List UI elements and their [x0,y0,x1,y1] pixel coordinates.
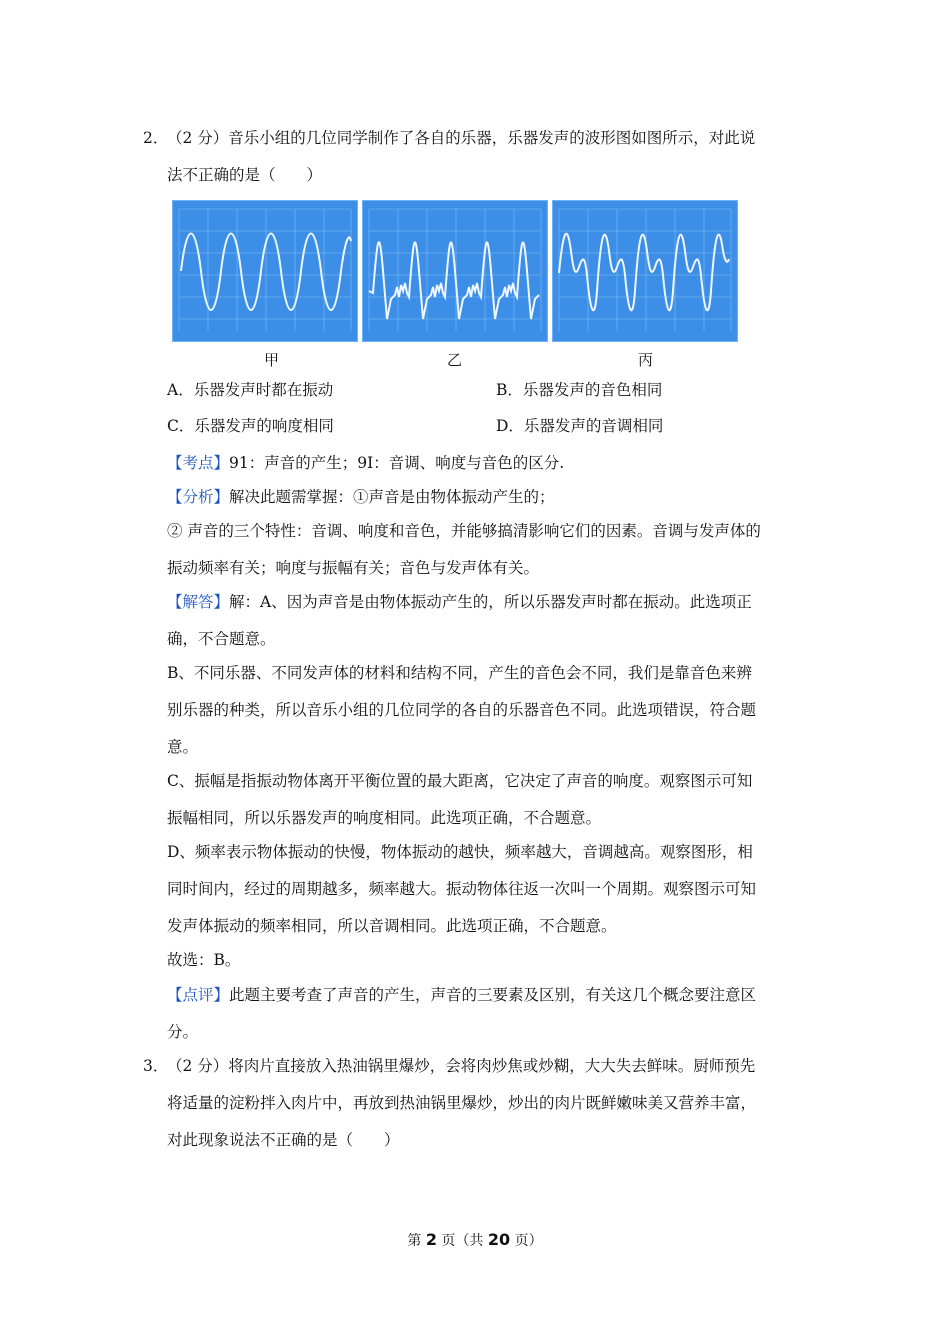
footer-total-pages: 20 [487,1230,511,1249]
question-2-stem-line2: 法不正确的是（ ） [167,166,323,184]
figure-label-jia: 甲 [264,351,280,369]
explanation-d-line3: 发声体振动的频率相同，所以音调相同。此选项正确，不合题意。 [167,917,617,935]
waveform-yi-svg [363,201,547,341]
fenxi-tag: 【分析】 [167,488,230,506]
dianping-tag: 【点评】 [167,986,230,1004]
fenxi-line [167,487,555,507]
question-3-number: 3． [143,1057,169,1075]
explanation-b-line3: 意。 [167,738,199,756]
dianping-text: 此题主要考查了声音的产生，声音的三要素及区别，有关这几个概念要注意区 [229,986,757,1004]
option-d: D．乐器发声的音调相同 [496,417,664,435]
dianping-line2: 分。 [167,1023,199,1041]
kaodian-line [167,453,564,473]
grid-lines [559,209,731,331]
question-3-stem-line3: 对此现象说法不正确的是（ ） [167,1131,400,1149]
kaodian-tag: 【考点】 [167,454,230,472]
footer-middle: 页（共 [436,1233,488,1249]
footer-suffix: 页） [510,1233,543,1249]
explanation-c-line1: C、振幅是指振动物体离开平衡位置的最大距离，它决定了声音的响度。观察图示可知 [167,772,753,790]
question-3-stem-line2: 将适量的淀粉拌入肉片中，再放到热油锅里爆炒，炒出的肉片既鲜嫩味美又营养丰富， [167,1094,757,1112]
figure-label-bing: 丙 [638,351,654,369]
explanation-b-line1: B、不同乐器、不同发声体的材料和结构不同，产生的音色会不同，我们是靠音色来辨 [167,664,752,682]
question-2-number: 2． [143,129,169,147]
jieda-tag: 【解答】 [167,593,230,611]
waveform-yi [369,242,539,319]
jieda-line [167,592,752,612]
figure-label-yi: 乙 [447,351,463,369]
fenxi-line3: 振动频率有关；响度与振幅有关；音色与发声体有关。 [167,559,540,577]
fenxi-text: 解决此题需掌握：①声音是由物体振动产生的； [229,488,555,506]
footer-page-number: 2 [425,1230,437,1249]
answer-line: 故选：B。 [167,951,241,969]
explanation-d-line2: 同时间内，经过的周期越多，频率越大。振动物体往返一次叫一个周期。观察图示可知 [167,880,757,898]
waveform-panel-jia [172,200,358,342]
jieda-text: 解：A、因为声音是由物体振动产生的，所以乐器发声时都在振动。此选项正 [229,593,752,611]
fenxi-line2: ② 声音的三个特性：音调、响度和音色，并能够搞清影响它们的因素。音调与发声体的 [167,522,761,540]
waveform-bing-svg [553,201,737,341]
waveform-jia-svg [173,201,357,341]
waveform-figure [172,200,738,344]
option-c: C．乐器发声的响度相同 [167,417,334,435]
footer-prefix: 第 [407,1233,426,1249]
dianping-line [167,985,756,1005]
question-2-stem-line1: （2 分）音乐小组的几位同学制作了各自的乐器，乐器发声的波形图如图所示，对此说 [167,129,756,147]
option-b: B．乐器发声的音色相同 [496,381,663,399]
waveform-bing [559,234,729,311]
explanation-d-line1: D、频率表示物体振动的快慢，物体振动的越快，频率越大，音调越高。观察图形，相 [167,843,753,861]
option-a: A．乐器发声时都在振动 [167,381,334,399]
page-footer [0,1230,950,1251]
waveform-panel-yi [362,200,548,342]
question-3-stem-line1: （2 分）将肉片直接放入热油锅里爆炒，会将肉炒焦或炒糊，大大失去鲜味。厨师预先 [167,1057,756,1075]
explanation-b-line2: 别乐器的种类，所以音乐小组的几位同学的各自的乐器音色不同。此选项错误，符合题 [167,701,757,719]
jieda-line2: 确，不合题意。 [167,630,276,648]
kaodian-text: 91：声音的产生；9I：音调、响度与音色的区分. [229,454,565,472]
waveform-panel-bing [552,200,738,342]
explanation-c-line2: 振幅相同，所以乐器发声的响度相同。此选项正确，不合题意。 [167,809,602,827]
grid-lines [179,209,351,331]
